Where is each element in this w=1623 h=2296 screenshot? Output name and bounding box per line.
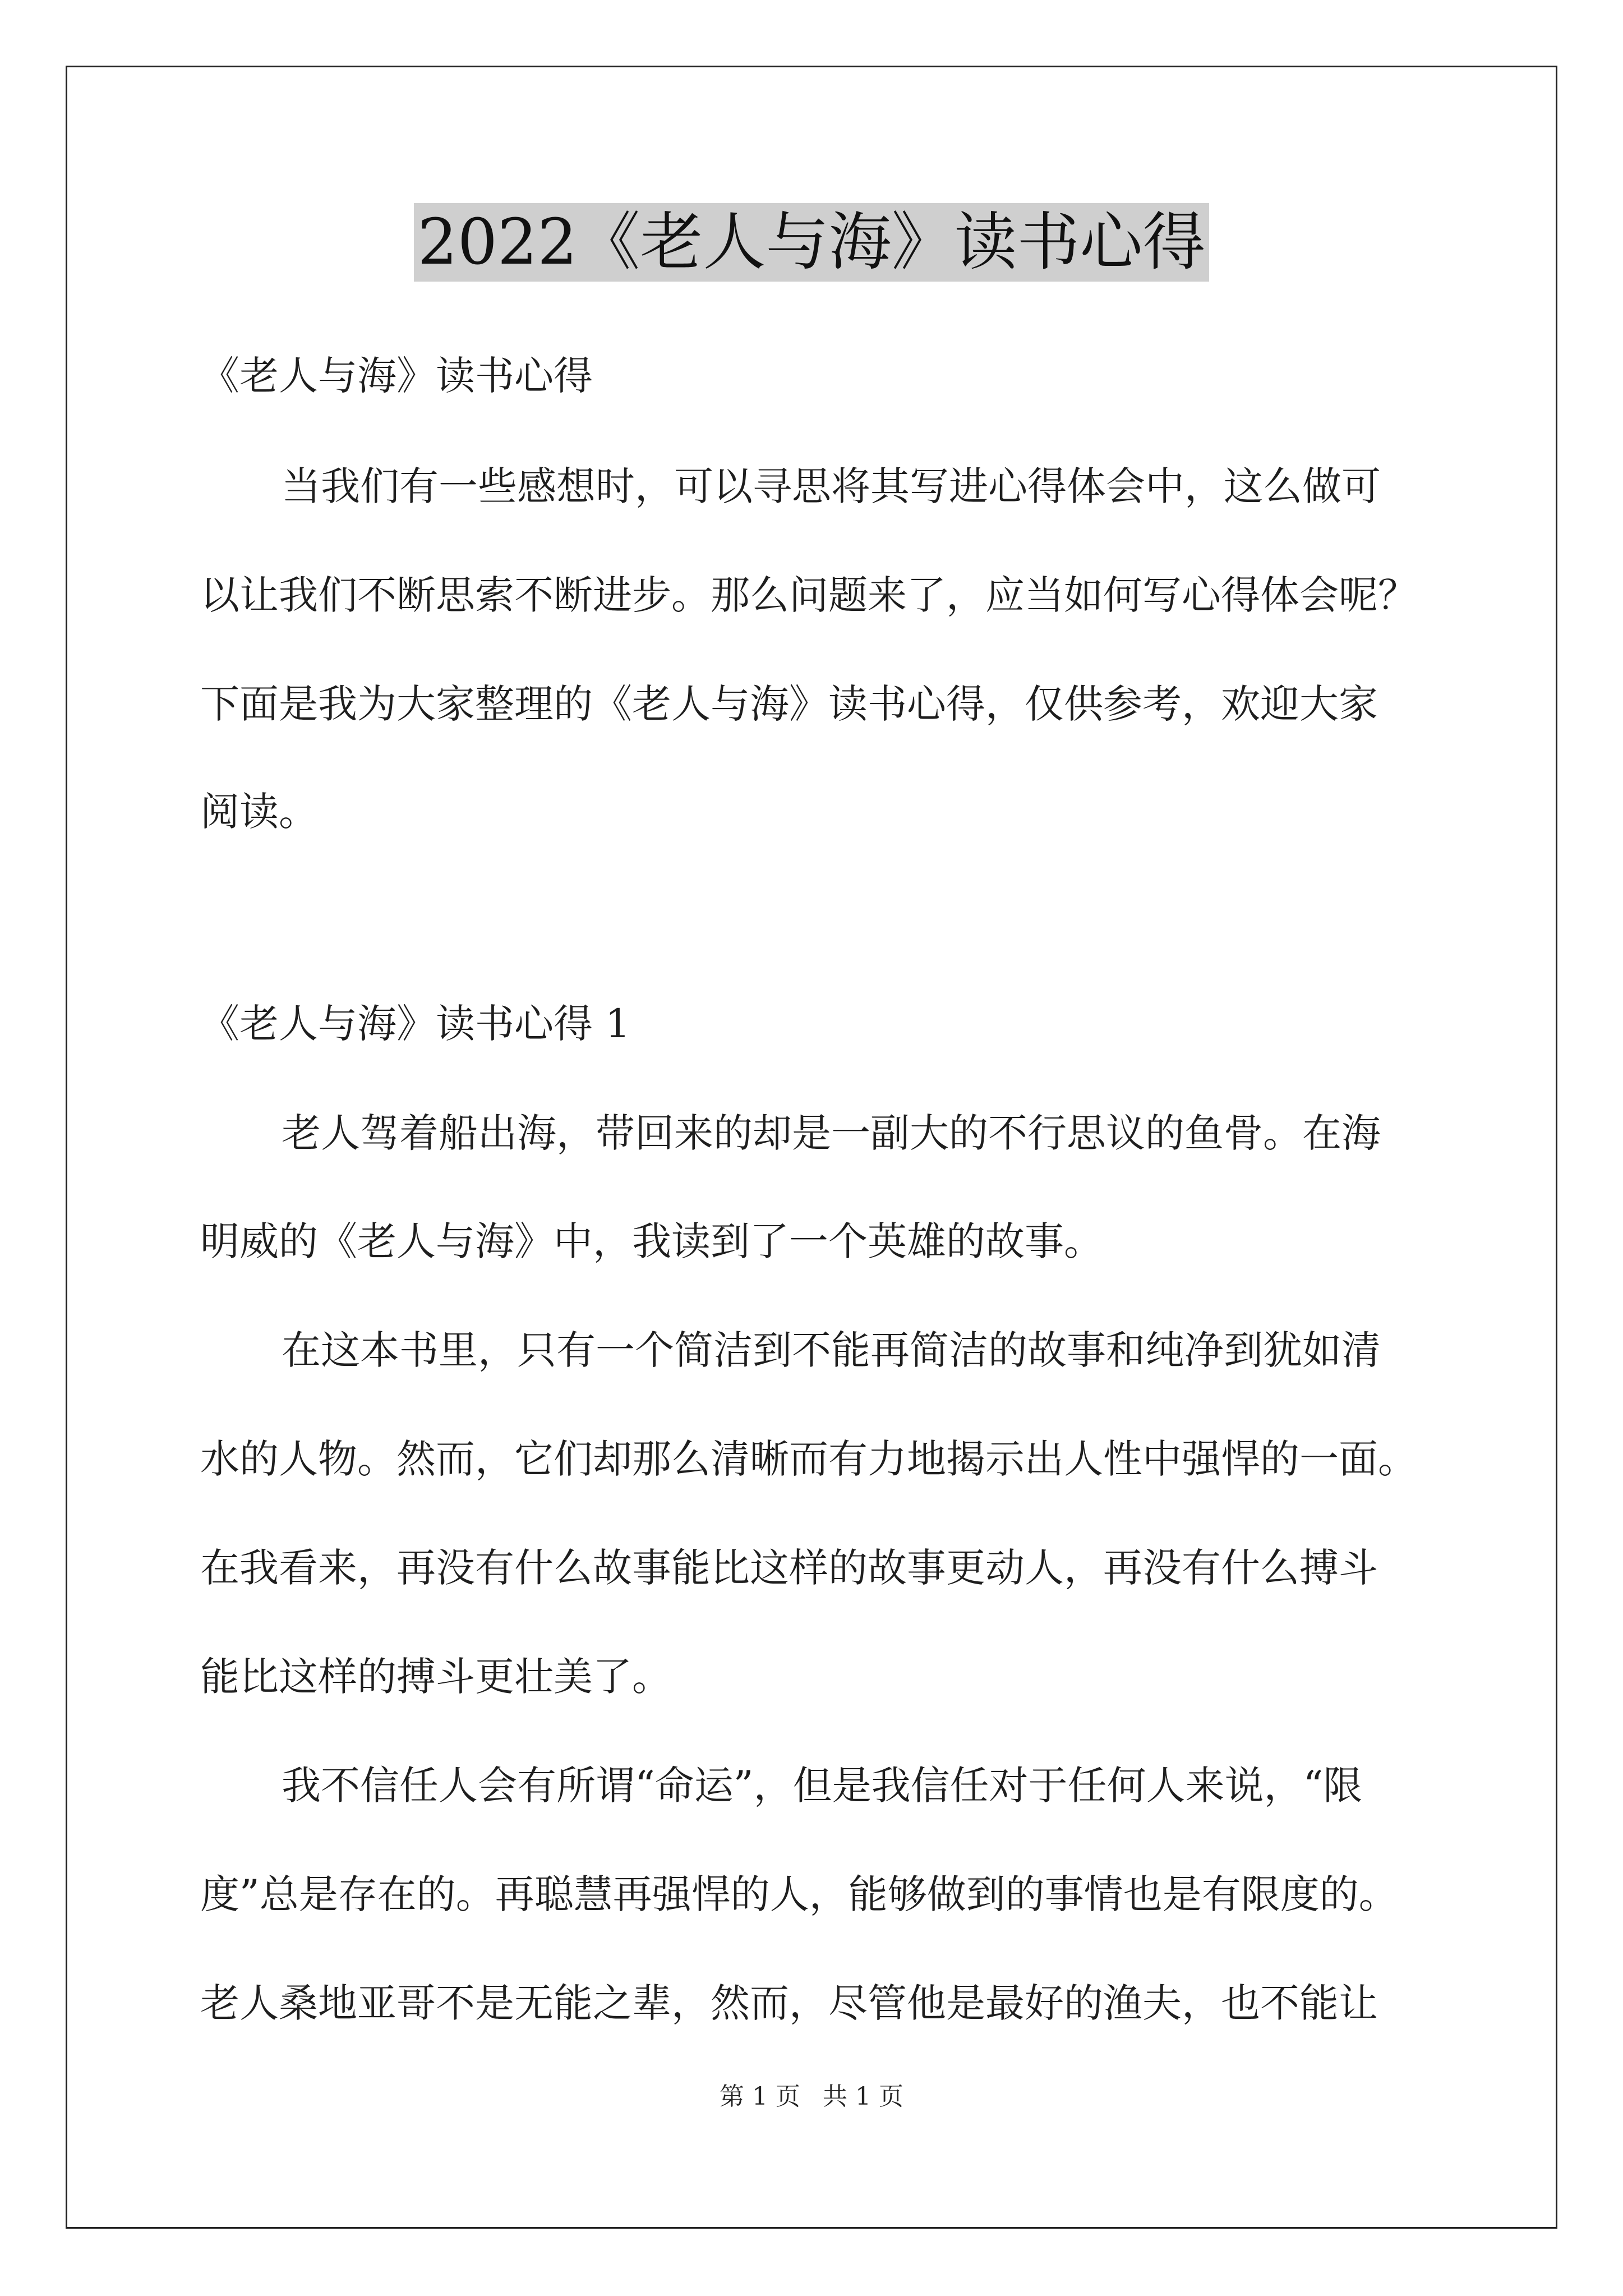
para3-line-1: 我不信任人会有所谓“命运”，但是我信任对于任何人来说，“限 <box>282 1763 1363 1809</box>
para2-line-4: 能比这样的搏斗更壮美了。 <box>200 1654 671 1700</box>
intro-line-1: 当我们有一些感想时，可以寻思将其写进心得体会中，这么做可 <box>282 463 1381 509</box>
para3-line-3: 老人桑地亚哥不是无能之辈，然而，尽管他是最好的渔夫，也不能让 <box>200 1980 1378 2026</box>
intro-line-3: 下面是我为大家整理的《老人与海》读书心得，仅供参考，欢迎大家 <box>200 681 1378 727</box>
title-container <box>0 203 1623 282</box>
para1-line-1: 老人驾着船出海，带回来的却是一副大的不行思议的鱼骨。在海 <box>282 1110 1381 1156</box>
document-title: 2022《老人与海》读书心得 <box>414 203 1209 282</box>
page-number: 第 1 页 <box>720 2082 800 2111</box>
para1-line-2: 明威的《老人与海》中，我读到了一个英雄的故事。 <box>200 1218 1103 1264</box>
para2-line-1: 在这本书里，只有一个简洁到不能再简洁的故事和纯净到犹如清 <box>282 1327 1381 1373</box>
para2-line-2: 水的人物。然而，它们却那么清晰而有力地揭示出人性中强悍的一面。 <box>200 1436 1417 1482</box>
document-subtitle: 《老人与海》读书心得 <box>200 353 593 399</box>
intro-line-4: 阅读。 <box>200 789 318 835</box>
intro-line-2: 以让我们不断思索不断进步。那么问题来了，应当如何写心得体会呢？ <box>200 572 1417 618</box>
page-footer <box>0 2081 1623 2113</box>
para3-line-2: 度”总是存在的。再聪慧再强悍的人，能够做到的事情也是有限度的。 <box>200 1871 1398 1917</box>
section-heading: 《老人与海》读书心得 1 <box>200 1001 630 1047</box>
para2-line-3: 在我看来，再没有什么故事能比这样的故事更动人，再没有什么搏斗 <box>200 1545 1378 1591</box>
page-total: 共 1 页 <box>823 2082 903 2111</box>
